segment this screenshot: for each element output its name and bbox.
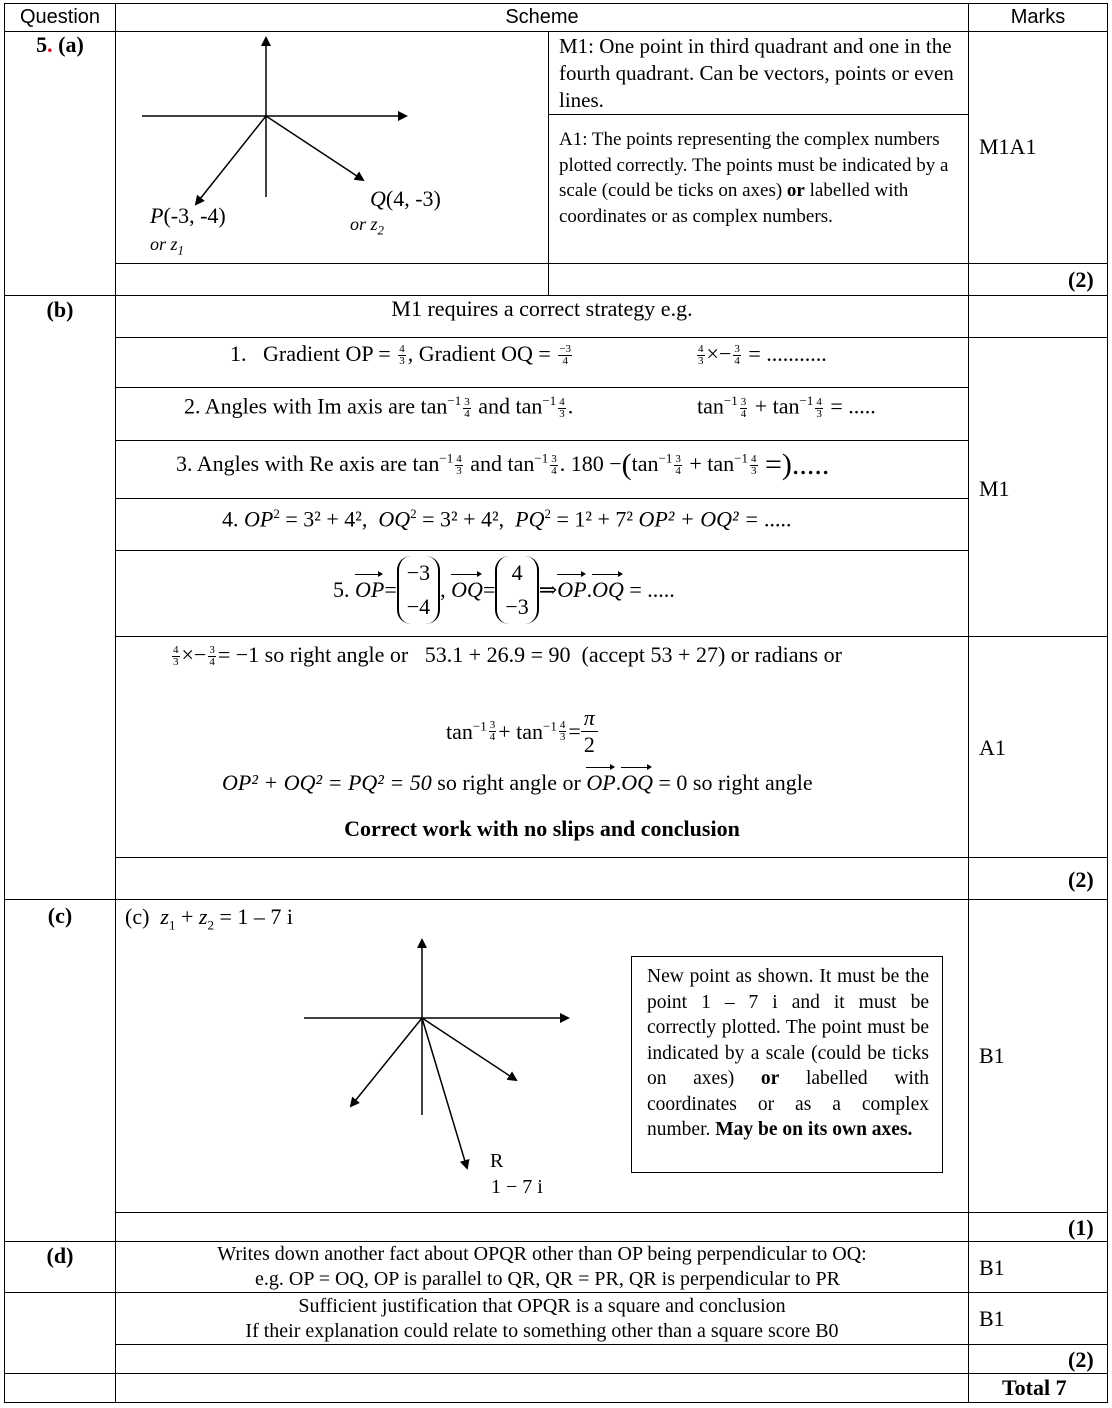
point-r-value: 1 − 7 i xyxy=(491,1176,543,1198)
point-r-label: R xyxy=(490,1150,504,1172)
part-c-label: (c) xyxy=(47,903,73,928)
s2-frac1-num: 3 xyxy=(464,395,470,408)
s3-frac2-num: 3 xyxy=(551,453,557,466)
part-c-mark: B1 xyxy=(979,1043,1005,1068)
point-q-alt-sub: 2 xyxy=(377,222,385,238)
a1-pi: π xyxy=(581,705,598,732)
s1-calc-frac2-den: 4 xyxy=(734,355,740,368)
question-number-dot: . xyxy=(47,32,53,57)
s1-calc-frac1-den: 3 xyxy=(698,355,704,368)
s1-frac1-num: 4 xyxy=(399,343,405,356)
s3-180: 180 − xyxy=(570,451,622,476)
strategy-4: 4. $OP^2 = 3^2 + 4^2$, $OQ^2 = 3^2 + 4^2$, $PQ^2 = 1^2 + 7^2$ OP² + OQ² = ..... xyxy=(222,506,792,532)
s4-op2: OP xyxy=(244,506,274,532)
header-marks: Marks xyxy=(1010,6,1066,28)
s2-end: = ..... xyxy=(830,393,876,419)
point-q-alt xyxy=(350,214,384,239)
s3-end: =)..... xyxy=(765,448,830,481)
s5-end: = ..... xyxy=(629,577,675,602)
c-note-bold: May be on its own axes. xyxy=(715,1119,913,1140)
s4-pq2-rhs: = 1² + 7² xyxy=(556,506,633,532)
part-a-a1-note xyxy=(559,127,959,229)
part-d-total: (2) xyxy=(1068,1347,1094,1372)
part-d-line3: Sufficient justification that OPQR is a square and conclusion xyxy=(298,1295,786,1317)
c-vector-op xyxy=(351,1018,422,1106)
s1-frac2-den: 4 xyxy=(562,355,568,368)
part-b-intro: M1 requires a correct strategy e.g. xyxy=(391,296,693,321)
s1-text-b: , Gradient OQ = xyxy=(407,341,557,366)
a1-two: 2 xyxy=(583,732,595,757)
part-d-line2: e.g. OP = OQ, OP is parallel to QR, QR = PR, QR is perpendicular to PR xyxy=(255,1268,840,1290)
s5-oq-vec-x: 4 xyxy=(511,560,523,585)
part-c-prefix: (c) xyxy=(125,904,150,929)
s2-and: and xyxy=(478,393,510,419)
vector-op xyxy=(196,116,266,204)
s4-oq2-rhs: = 3² + 4², xyxy=(422,506,505,532)
header-question: Question xyxy=(19,6,101,28)
a1-line3-c: = 0 so right angle xyxy=(658,770,813,795)
point-q-alt-text: or z xyxy=(350,214,378,234)
point-p-alt-sub: 1 xyxy=(177,242,185,258)
part-b-label: (b) xyxy=(46,297,74,322)
s4-oq2: OQ xyxy=(378,506,411,532)
question-number-value: 5 xyxy=(36,32,48,57)
s1-text-a: 1. Gradient OP = xyxy=(230,341,397,366)
s4-pq2: PQ xyxy=(515,506,545,532)
part-c-expression: (c) $z_1 + z_2 = 1 - 7$ i xyxy=(125,904,293,933)
a1-line1: $\frac{4}{3}$ ×− $\frac{3}{4}$ = −1 so right angle or 53.1 + 26.9 = 90 (accept 53 + 27) or radians or xyxy=(173,642,842,669)
s4-num: 4. xyxy=(222,506,239,532)
part-a-m1-note: M1: One point in third quadrant and one in the fourth quadrant. Can be vectors, points or even lines. xyxy=(559,34,954,112)
s2-tan1: tan xyxy=(420,393,448,419)
a1-note-or: or xyxy=(786,180,805,201)
s1-frac1-den: 3 xyxy=(399,355,405,368)
a1-note-part2: labelled with coordinates or as complex numbers. xyxy=(559,180,909,227)
point-p-alt xyxy=(150,234,184,259)
s2-text: 2. Angles with Im axis are xyxy=(184,393,415,419)
part-a-label: (a) xyxy=(58,32,84,57)
s2-frac1-den: 4 xyxy=(464,407,470,420)
c-vector-oq xyxy=(422,1018,516,1080)
c-note-part2: labelled with coordinates or as a complex number. xyxy=(647,1068,929,1140)
argand-diagram-c xyxy=(290,930,590,1210)
s3-frac1-num: 4 xyxy=(456,453,462,466)
s4-op2-rhs: = 3² + 4², xyxy=(285,506,368,532)
part-b-a1-mark: A1 xyxy=(979,735,1006,760)
s5-oq: OQ xyxy=(451,577,483,602)
s2-frac2-den: 3 xyxy=(559,407,565,420)
a1-line3: OP² + OQ² = PQ² = 50 so right angle or OP.OQ = 0 so right angle xyxy=(222,770,813,795)
s5-oq-vector xyxy=(495,556,538,624)
s1-calc-end: = ........... xyxy=(748,341,827,366)
part-b-total: (2) xyxy=(1068,867,1094,892)
point-p-label: P(-3, -4) xyxy=(150,203,226,228)
part-d-mark2: B1 xyxy=(979,1306,1005,1331)
a1-note-part1: A1: The points representing the complex numbers plotted correctly. The points must be indicated by a scale (could be ticks on axes) xyxy=(559,129,949,201)
part-b-m1-mark: M1 xyxy=(979,476,1010,501)
c-vector-or xyxy=(422,1018,467,1168)
a1-conclusion: Correct work with no slips and conclusion xyxy=(344,816,740,841)
part-c-total: (1) xyxy=(1068,1215,1094,1240)
a1-line3-b: so right angle or xyxy=(437,770,581,795)
s4-sum: OP² + OQ² = ..... xyxy=(638,506,792,532)
part-c-note xyxy=(647,964,929,1143)
strategy-1 xyxy=(230,341,574,367)
point-q-label: Q(4, -3) xyxy=(370,186,441,211)
s1-calc-op: ×− xyxy=(706,341,732,366)
part-a-total: (2) xyxy=(1068,267,1094,292)
s3-frac2-den: 4 xyxy=(551,465,557,478)
s5-oq-vec-y: −3 xyxy=(505,594,529,619)
strategy-2: 2. Angles with Im axis are $\tan^{-1}$ $\frac{3}{4}$ and $\tan^{-1}$ $\frac{4}{3}$ . xyxy=(184,393,574,420)
c-note-part1: New point as shown. It must be the point 1 – 7 i and it must be correctly plotted. The point must be indicated by a scale (could be ticks on axes) xyxy=(647,966,929,1089)
s5-implies: ⇒ xyxy=(538,577,558,602)
s5-op: OP xyxy=(355,577,385,602)
strategy-1-calc xyxy=(695,341,827,367)
grand-total: Total 7 xyxy=(1002,1375,1067,1400)
s3-frac1-den: 3 xyxy=(456,465,462,478)
part-d-line4: If their explanation could relate to something other than a square score B0 xyxy=(245,1320,839,1342)
s3-text: 3. Angles with Re axis are xyxy=(176,451,407,476)
s2-inv1: −1 xyxy=(447,393,462,408)
part-d-label: (d) xyxy=(46,1243,74,1268)
s5-op-vec-x: −3 xyxy=(406,560,431,585)
s1-calc-frac2-num: 3 xyxy=(734,343,740,356)
question-number xyxy=(5,32,115,58)
strategy-3: 3. Angles with Re axis are $\tan^{-1}$ $\frac{4}{3}$ and $\tan^{-1}$ $\frac{3}{4}$ . $180 -(\tan^{-1}$ $\frac{3}{4}$ + $\tan^{-1}$ $\frac{4}{3}$ =)..... xyxy=(176,448,830,481)
header-scheme: Scheme xyxy=(505,6,579,28)
point-p-alt-text: or z xyxy=(150,234,178,254)
c-note-or: or xyxy=(760,1068,780,1089)
strategy-2-calc: $\tan^{-1}$ $\frac{3}{4}$ + $\tan^{-1}$ $\frac{4}{3}$ = ..... xyxy=(697,393,876,420)
s2-frac2-num: 4 xyxy=(559,395,565,408)
a1-line2: $\tan^{-1}$ $\frac{3}{4}$ + $\tan^{-1}$ $\frac{4}{3}$ = $\frac{\pi}{2}$ xyxy=(446,705,598,758)
s5-num: 5. xyxy=(333,577,350,602)
a1-line3-a: OP² + OQ² = PQ² = 50 xyxy=(222,770,432,795)
part-a-marks: M1A1 xyxy=(979,134,1037,159)
vector-oq xyxy=(266,116,363,180)
s5-op-vec-y: −4 xyxy=(406,594,431,619)
s1-calc-frac1-num: 4 xyxy=(698,343,704,356)
s3-and: and xyxy=(470,451,502,476)
strategy-5: 5. OP= −3 −4 , OQ= 4 −3 ⇒OP.OQ = ..... xyxy=(333,556,675,624)
s1-frac2-num: −3 xyxy=(559,343,572,356)
part-d-line1: Writes down another fact about OPQR other than OP being perpendicular to OQ: xyxy=(217,1243,867,1265)
part-d-mark1: B1 xyxy=(979,1255,1005,1280)
s5-op-vector xyxy=(397,556,440,624)
